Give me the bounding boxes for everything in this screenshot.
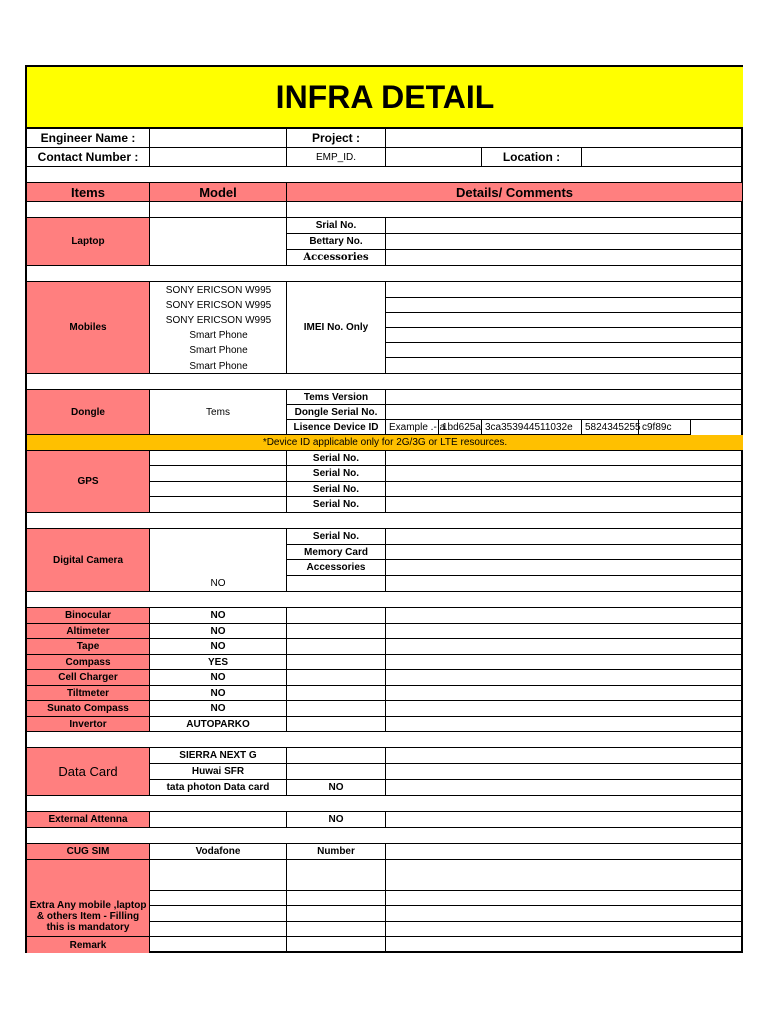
binocular-model: NO <box>150 608 287 624</box>
gps-serial-field[interactable] <box>386 466 743 482</box>
tape-label: Tape <box>27 639 150 655</box>
extra-item-detail-field[interactable] <box>287 906 386 922</box>
invertor-label: Invertor <box>27 717 150 732</box>
data-card-detail-field[interactable] <box>287 748 386 764</box>
compass-detail-field[interactable] <box>287 655 386 670</box>
compass-model: YES <box>150 655 287 670</box>
laptop-accessories-field[interactable] <box>386 250 743 266</box>
compass-label: Compass <box>27 655 150 670</box>
spacer-row <box>27 828 743 844</box>
memory-card-label: Memory Card <box>287 545 386 560</box>
digital-camera-label: Digital Camera <box>27 529 150 592</box>
altimeter-comment-field[interactable] <box>386 624 743 639</box>
cug-sim-label: CUG SIM <box>27 844 150 860</box>
laptop-battery-field[interactable] <box>386 234 743 250</box>
laptop-label: Laptop <box>27 218 150 266</box>
extra-item-model-field[interactable] <box>150 860 287 891</box>
device-id-example: 1bd625a <box>439 420 482 435</box>
gps-serial-label: Serial No. <box>287 451 386 466</box>
extra-item-model-field[interactable] <box>150 922 287 937</box>
mobile-model: SONY ERICSON W995 <box>165 284 272 296</box>
data-card-detail-field[interactable] <box>287 764 386 780</box>
camera-accessories-label: Accessories <box>287 560 386 576</box>
binocular-comment-field[interactable] <box>386 608 743 624</box>
imei-label: IMEI No. Only <box>287 282 386 374</box>
location-label: Location : <box>482 148 582 167</box>
spacer-row <box>27 266 743 282</box>
gps-model-field[interactable] <box>150 497 287 513</box>
mobile-model: Smart Phone <box>189 329 248 341</box>
spacer-row <box>27 167 743 183</box>
column-header-details: Details/ Comments <box>287 183 743 202</box>
binocular-label: Binocular <box>27 608 150 624</box>
tems-version-field[interactable] <box>386 390 743 405</box>
blank-cell <box>287 576 386 592</box>
camera-accessories-field[interactable] <box>386 560 743 576</box>
project-label: Project : <box>287 129 386 148</box>
device-id-example: 5824345255 <box>582 420 639 435</box>
gps-model-field[interactable] <box>150 482 287 497</box>
mobile-model: Smart Phone <box>189 360 248 372</box>
blank-cell <box>287 202 743 218</box>
altimeter-model: NO <box>150 624 287 639</box>
laptop-battery-label: Bettary No. <box>287 234 386 250</box>
engineer-name-field[interactable] <box>150 129 287 148</box>
extra-item-detail-field[interactable] <box>287 891 386 906</box>
device-id-notice: *Device ID applicable only for 2G/3G or LTE resources. <box>27 435 743 451</box>
blank-cell <box>27 202 150 218</box>
cell-charger-label: Cell Charger <box>27 670 150 686</box>
license-device-id-label: Lisence Device ID <box>287 420 386 435</box>
mobile-model: SONY ERICSON W995 <box>165 314 272 326</box>
sunato-compass-model: NO <box>150 701 287 717</box>
binocular-detail-field[interactable] <box>287 608 386 624</box>
cell-charger-detail-field[interactable] <box>287 670 386 686</box>
gps-serial-label: Serial No. <box>287 466 386 482</box>
cug-number-label: Number <box>287 844 386 860</box>
external-antenna-comment-field[interactable] <box>386 812 743 828</box>
spacer-row <box>27 796 743 812</box>
tape-detail-field[interactable] <box>287 639 386 655</box>
mobiles-label: Mobiles <box>27 282 150 374</box>
gps-serial-label: Serial No. <box>287 497 386 513</box>
page-title: INFRA DETAIL <box>27 67 743 129</box>
device-id-example: Example .- a <box>386 420 439 435</box>
extra-item-comment-field[interactable] <box>386 860 743 891</box>
camera-extra-field[interactable] <box>386 576 743 592</box>
project-field[interactable] <box>386 129 743 148</box>
laptop-model-field[interactable] <box>150 218 287 266</box>
external-antenna-value: NO <box>287 812 386 828</box>
remark-detail-field[interactable] <box>287 937 386 953</box>
device-id-example: c9f89c <box>639 420 691 435</box>
tiltmeter-label: Tiltmeter <box>27 686 150 701</box>
invertor-comment-field[interactable] <box>386 717 743 732</box>
gps-model-field[interactable] <box>150 451 287 466</box>
data-card-label: Data Card <box>27 748 150 796</box>
column-header-items: Items <box>27 183 150 202</box>
mobile-model: Smart Phone <box>189 344 248 356</box>
camera-serial-label: Serial No. <box>287 529 386 545</box>
engineer-name-label: Engineer Name : <box>27 129 150 148</box>
imei-field[interactable] <box>386 313 743 328</box>
gps-model-field[interactable] <box>150 466 287 482</box>
cell-charger-comment-field[interactable] <box>386 670 743 686</box>
mobile-model: SONY ERICSON W995 <box>165 299 272 311</box>
sunato-compass-label: Sunato Compass <box>27 701 150 717</box>
cug-sim-model: Vodafone <box>150 844 287 860</box>
sunato-compass-comment-field[interactable] <box>386 701 743 717</box>
gps-serial-field[interactable] <box>386 497 743 513</box>
data-card-comment-field[interactable] <box>386 764 743 780</box>
dongle-model: Tems <box>150 390 287 435</box>
imei-field[interactable] <box>386 343 743 358</box>
imei-field[interactable] <box>386 298 743 313</box>
gps-serial-field[interactable] <box>386 482 743 497</box>
data-card-model: SIERRA NEXT G <box>150 748 287 764</box>
invertor-model: AUTOPARKO <box>150 717 287 732</box>
data-card-comment-field[interactable] <box>386 748 743 764</box>
imei-field[interactable] <box>386 358 743 374</box>
sunato-compass-detail-field[interactable] <box>287 701 386 717</box>
data-card-detail-value: NO <box>287 780 386 796</box>
laptop-serial-label: Srial No. <box>287 218 386 234</box>
extra-item-detail-field[interactable] <box>287 860 386 891</box>
data-card-model: tata photon Data card <box>150 780 287 796</box>
contact-number-field[interactable] <box>150 148 287 167</box>
spacer-row <box>27 732 743 748</box>
spacer-row <box>27 513 743 529</box>
emp-id-label: EMP_ID. <box>287 148 386 167</box>
data-card-comment-field[interactable] <box>386 780 743 796</box>
extra-item-comment-field[interactable] <box>386 922 743 937</box>
emp-id-field[interactable] <box>386 148 482 167</box>
cell-charger-model: NO <box>150 670 287 686</box>
remark-label: Remark <box>27 937 150 953</box>
extra-item-model-field[interactable] <box>150 891 287 906</box>
gps-serial-field[interactable] <box>386 451 743 466</box>
extra-item-comment-field[interactable] <box>386 906 743 922</box>
extra-item-model-field[interactable] <box>150 906 287 922</box>
tiltmeter-comment-field[interactable] <box>386 686 743 701</box>
extra-items-label: Extra Any mobile ,laptop & others Item - Filling this is mandatory <box>27 860 150 937</box>
remark-model-field[interactable] <box>150 937 287 953</box>
device-id-example: 3ca353944511032e <box>482 420 582 435</box>
contact-number-label: Contact Number : <box>27 148 150 167</box>
gps-label: GPS <box>27 451 150 513</box>
imei-field[interactable] <box>386 328 743 343</box>
camera-model: NO <box>150 529 287 592</box>
extra-item-comment-field[interactable] <box>386 891 743 906</box>
spacer-row <box>27 374 743 390</box>
tems-version-label: Tems Version <box>287 390 386 405</box>
tiltmeter-model: NO <box>150 686 287 701</box>
location-field[interactable] <box>582 148 743 167</box>
camera-serial-field[interactable] <box>386 529 743 545</box>
laptop-accessories-label: Accessories <box>287 250 386 266</box>
tiltmeter-detail-field[interactable] <box>287 686 386 701</box>
dongle-serial-label: Dongle Serial No. <box>287 405 386 420</box>
imei-field[interactable] <box>386 282 743 298</box>
invertor-detail-field[interactable] <box>287 717 386 732</box>
external-antenna-label: External Attenna <box>27 812 150 828</box>
blank-cell <box>150 202 287 218</box>
dongle-serial-field[interactable] <box>386 405 743 420</box>
extra-item-detail-field[interactable] <box>287 922 386 937</box>
gps-serial-label: Serial No. <box>287 482 386 497</box>
spacer-row <box>27 592 743 608</box>
data-card-model: Huwai SFR <box>150 764 287 780</box>
tape-model: NO <box>150 639 287 655</box>
tape-comment-field[interactable] <box>386 639 743 655</box>
external-antenna-model-field[interactable] <box>150 812 287 828</box>
cug-number-field[interactable] <box>386 844 743 860</box>
compass-comment-field[interactable] <box>386 655 743 670</box>
memory-card-field[interactable] <box>386 545 743 560</box>
laptop-serial-field[interactable] <box>386 218 743 234</box>
infra-detail-sheet <box>25 65 743 953</box>
column-header-model: Model <box>150 183 287 202</box>
dongle-label: Dongle <box>27 390 150 435</box>
altimeter-detail-field[interactable] <box>287 624 386 639</box>
altimeter-label: Altimeter <box>27 624 150 639</box>
remark-comment-field[interactable] <box>386 937 743 953</box>
